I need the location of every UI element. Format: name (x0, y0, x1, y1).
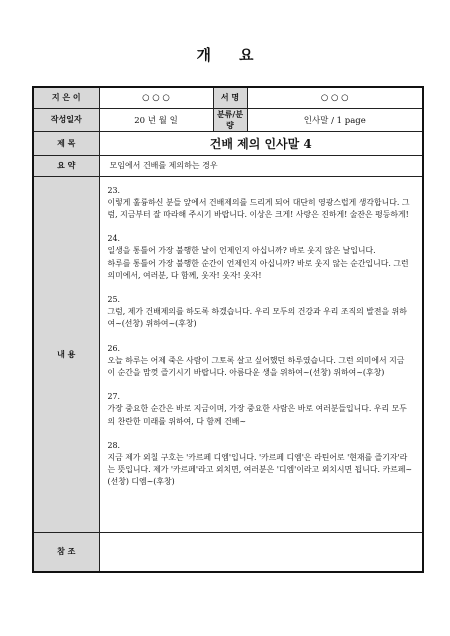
greeting-number: 25. (107, 294, 121, 304)
greeting-number: 27. (107, 392, 121, 402)
page-title: 개요 (196, 46, 282, 64)
signature-label-text: 서 명 (220, 93, 240, 103)
greeting-number: 24. (107, 234, 121, 244)
subject-label: 제 목 (33, 131, 99, 155)
greeting-text: 일생을 통틀어 가장 불행한 날이 언제인지 아십니까? 바로 웃지 않은 날입니다. (107, 246, 376, 256)
greeting-text: 오늘 하루는 어제 죽은 사람이 그토록 살고 싶어했던 하루였습니다. 그런 의미에서 지금 이 순간을 맘껏 즐기시기 바랍니다. 아름다운 생을 위하여~(선창) 위하여~(후창) (107, 355, 405, 377)
greeting-text: 이렇게 훌륭하신 분들 앞에서 건배제의를 드리게 되어 대단히 영광스럽게 생각합니다. 그럼, 지금부터 잘 따라해 주시기 바랍니다. 이상은 크게! 사랑은 진하게! 술잔은 평등하게! (107, 197, 410, 219)
greeting-text: 그럼, 제가 건배제의를 하도록 하겠습니다. 우리 모두의 건강과 우리 조직의 발전을 위하여~(선창) 위하여~(후창) (107, 307, 407, 329)
summary-label: 요 약 (33, 155, 99, 176)
date-label: 작성일자 (33, 108, 99, 131)
greeting-28 (108, 440, 415, 489)
greeting-text: 가장 중요한 순간은 바로 지금이며, 가장 중요한 사람은 바로 여러분들입니다. 우리 모두의 찬란한 미래를 위하여, 다 함께 건배~ (107, 404, 407, 426)
greeting-26 (108, 343, 415, 380)
date-value: 20 년 월 일 (99, 108, 213, 131)
greeting-text-continued: 하루를 통틀어 가장 불행한 순간이 언제인지 아십니까? 바로 웃지 않는 순간입니다. 그런 의미에서, 여러분, 다 함께, 웃자! 웃자! 웃자! (107, 258, 409, 280)
reference-value (99, 532, 423, 572)
summary-row (33, 155, 423, 176)
greeting-number: 23. (107, 185, 121, 195)
greeting-24 (108, 233, 415, 282)
greeting-23 (108, 185, 415, 222)
author-value: ○ ○ ○ (99, 87, 213, 108)
reference-row (33, 532, 423, 572)
reference-label: 참 조 (33, 532, 99, 572)
greeting-25 (108, 294, 415, 331)
greeting-number: 28. (107, 440, 121, 450)
signature-label (213, 87, 247, 108)
greeting-text: 지금 제가 외칠 구호는 '카르페 디엠'입니다. '카르페 디엠'은 라틴어로 '현재를 즐기자'라는 뜻입니다. 제가 '카르페'라고 외치면, 여러분은 '디엠'이라고 외치시면 됩니다. 카르페~(선창) 디엠~(후창) (107, 452, 413, 487)
signature-value: ○ ○ ○ (247, 87, 423, 108)
category-value: 인사말 / 1 page (247, 108, 423, 131)
greeting-27 (108, 391, 415, 428)
content-body (99, 176, 423, 532)
greeting-number: 26. (107, 343, 121, 353)
author-label: 지 은 이 (33, 87, 99, 108)
author-row (33, 87, 423, 108)
overview-form (32, 86, 424, 573)
subject-value: 건배 제의 인사말 4 (99, 131, 423, 155)
subject-row (33, 131, 423, 155)
category-label: 분류/분량 (213, 108, 247, 131)
content-row (33, 176, 423, 532)
content-label: 내 용 (33, 176, 99, 532)
summary-value: 모임에서 건배를 제의하는 경우 (99, 155, 423, 176)
date-row (33, 108, 423, 131)
